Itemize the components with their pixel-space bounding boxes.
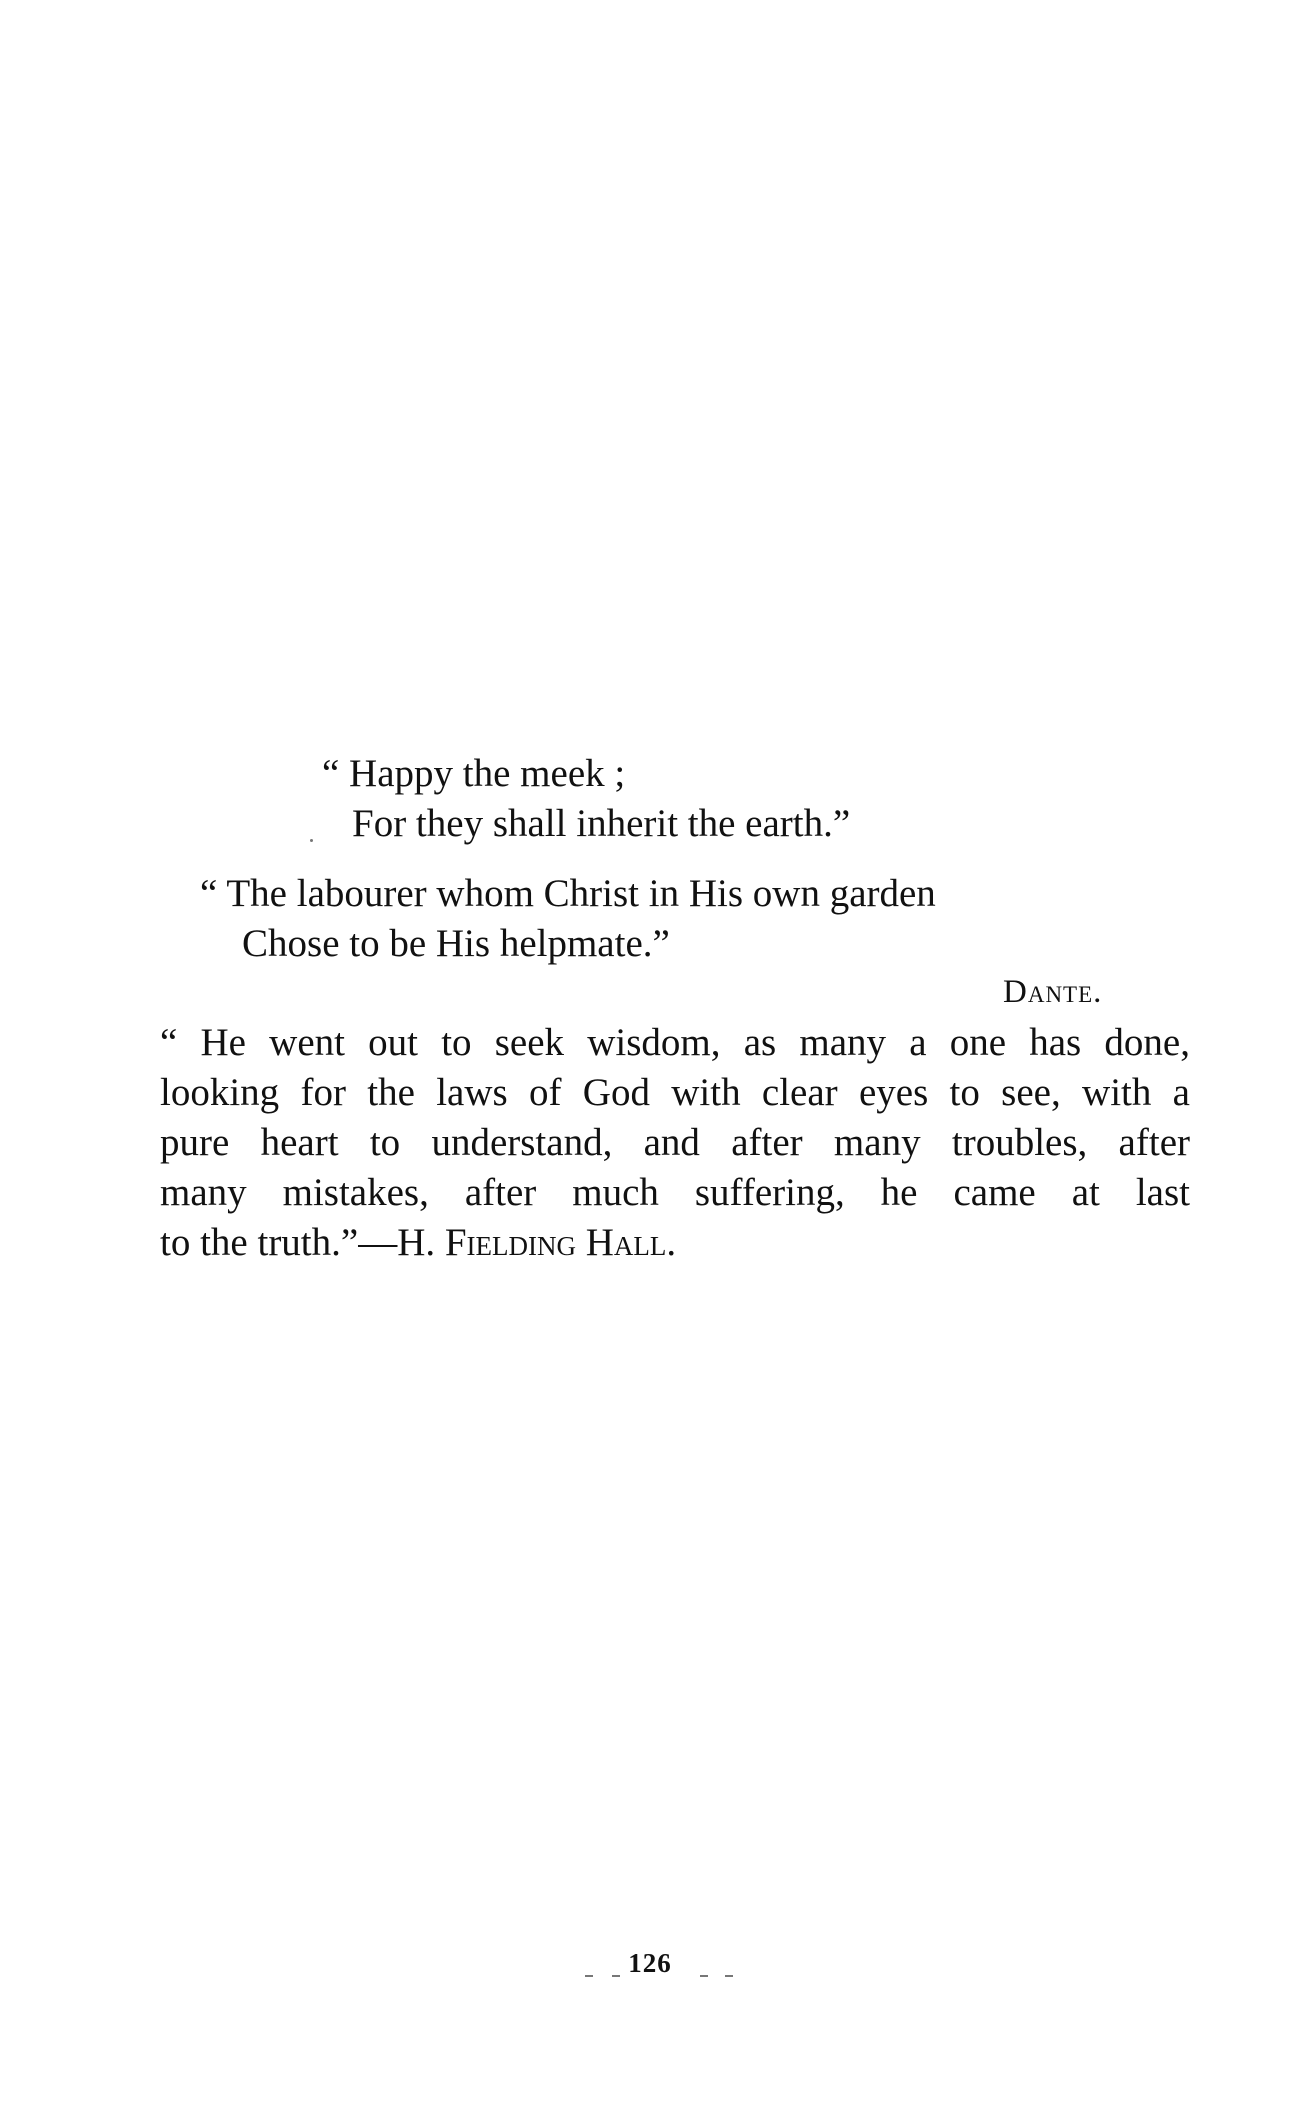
quote-labourer-line-1: “ The labourer whom Christ in His own garden <box>200 872 936 915</box>
quote-wisdom-last-line <box>160 1218 1190 1268</box>
quote-wisdom-paragraph <box>160 1018 1190 1268</box>
quote-wisdom-line: “ He went out to seek wisdom, as many a one has done, <box>160 1021 1190 1064</box>
quote-labourer-line-2: Chose to be His helpmate.” <box>242 922 670 965</box>
quote-meek-line-1: “ Happy the meek ; <box>322 752 626 795</box>
quote-wisdom-line: pure heart to understand, and after many troubles, after <box>160 1121 1190 1164</box>
print-speck <box>585 1975 593 1977</box>
print-speck <box>310 839 313 842</box>
attribution-dante: Dante. <box>1003 974 1103 1010</box>
print-speck <box>700 1975 708 1977</box>
quote-meek-line-2: For they shall inherit the earth.” <box>352 802 851 845</box>
quote-wisdom-line: looking for the laws of God with clear eyes to see, with a <box>160 1071 1190 1114</box>
quote-wisdom-line: many mistakes, after much suffering, he came at last <box>160 1171 1190 1214</box>
print-speck <box>725 1975 733 1977</box>
print-speck <box>612 1975 620 1977</box>
quote-wisdom-line-end: to the truth.”— <box>160 1221 398 1264</box>
page-number: 126 <box>628 1948 672 1978</box>
attribution-fielding-hall: H. Fielding Hall. <box>397 1221 677 1264</box>
